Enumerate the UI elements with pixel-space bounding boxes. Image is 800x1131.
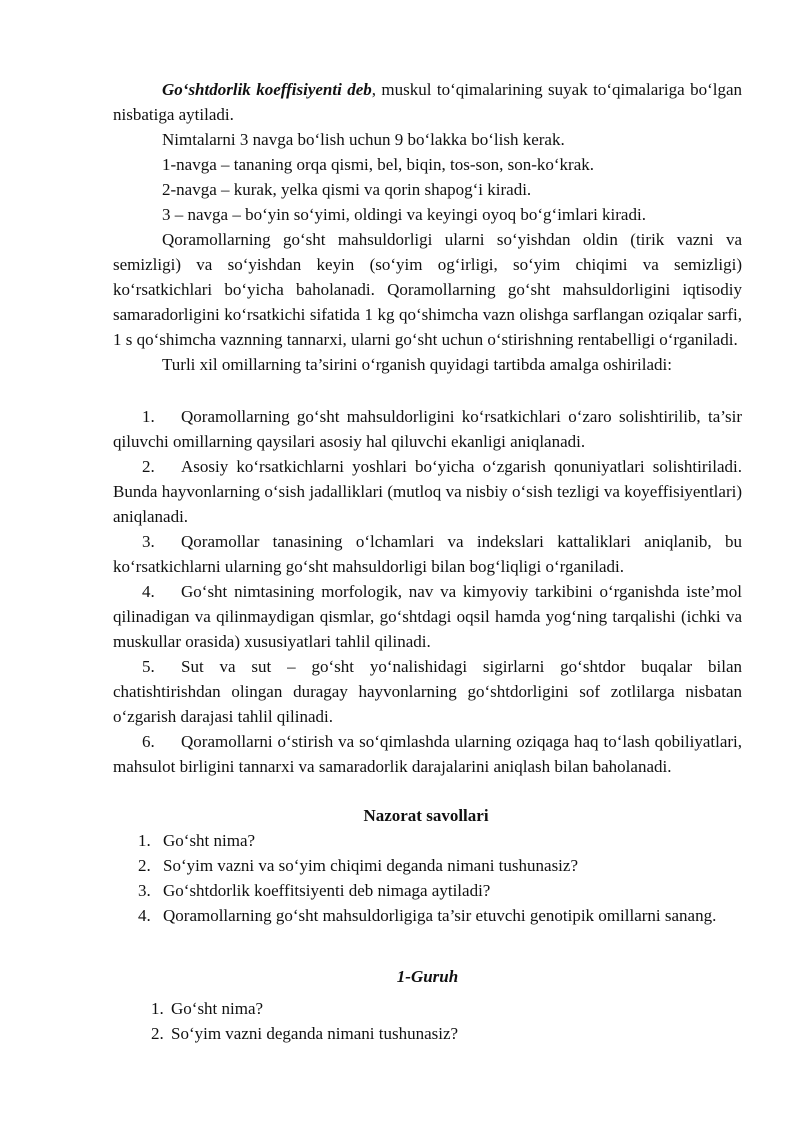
group-questions-list: [113, 996, 742, 1046]
intro-line: 2-navga – kurak, yelka qismi va qorin shapog‘i kiradi.: [162, 180, 532, 199]
numbered-item: [113, 729, 742, 779]
item-number: 4.: [142, 582, 155, 601]
intro-line: 1-navga – tananing orqa qismi, bel, biqin, tos-son, son-ko‘krak.: [162, 155, 595, 174]
group-question-item: [113, 1021, 742, 1046]
section-heading: Nazorat savollari: [363, 806, 489, 825]
item-text: Sut va sut – go‘sht yo‘nalishidagi sigirlarni go‘shtdor buqalar bilan chatishtirishdan olingan duragay hayvonlarning go‘shtdorligini sof zotlilarga nisbatan o‘zgarish darajasi tahlil qilinadi.: [113, 657, 742, 726]
intro-section: [113, 77, 742, 377]
question-number: 1.: [138, 831, 151, 850]
group-section: [113, 964, 742, 989]
question-number: 3.: [138, 881, 151, 900]
definition-text: , muskul to‘qimalarining suyak to‘qimalariga bo‘lgan nisbatiga aytiladi.: [113, 80, 743, 124]
question-item: [113, 853, 742, 878]
question-text: So‘yim vazni deganda nimani tushunasiz?: [171, 1024, 459, 1043]
question-text: Go‘sht nima?: [163, 831, 256, 850]
item-number: 6.: [142, 732, 155, 751]
numbered-item: [113, 529, 742, 579]
intro-line: Nimtalarni 3 navga bo‘lish uchun 9 bo‘lakka bo‘lish kerak.: [162, 130, 565, 149]
item-text: Asosiy ko‘rsatkichlarni yoshlari bo‘yicha o‘zgarish qonuniyatlari solishtiriladi. Bunda hayvonlarning o‘sish jadalliklari (mutloq va nisbiy o‘sish tezligi va koyeffisiyentlari) aniqlanadi.: [113, 457, 742, 526]
question-item: [113, 903, 742, 928]
item-number: 2.: [142, 457, 155, 476]
item-text: Qoramollar tanasining o‘lchamlari va indekslari kattaliklari aniqlanib, bu ko‘rsatkichlarni ularning go‘sht mahsuldorligi bilan bog‘liqligi o‘rganiladi.: [113, 532, 742, 576]
definition-term: Go‘shtdorlik koeffisiyenti deb: [162, 80, 372, 99]
item-text: Qoramollarni o‘stirish va so‘qimlashda ularning oziqaga haq to‘lash qobiliyatlari, mahsulot birligini tannarxi va samaradorlik darajalarini aniqlash bilan baholanadi.: [113, 732, 742, 776]
question-number: 2.: [138, 856, 151, 875]
group-question-item: [113, 996, 742, 1021]
numbered-item: [113, 654, 742, 729]
question-number: 1.: [151, 999, 164, 1018]
control-questions-section: [113, 803, 742, 828]
question-text: Go‘shtdorlik koeffitsiyenti deb nimaga aytiladi?: [163, 881, 491, 900]
question-text: Qoramollarning go‘sht mahsuldorligiga ta’sir etuvchi genotipik omillarni sanang.: [163, 906, 717, 925]
body-paragraph: Qoramollarning go‘sht mahsuldorligi ularni so‘yishdan oldin (tirik vazni va semizligi) va so‘yishdan keyin (so‘yim og‘irligi, so‘yim chiqimi va semizligi) ko‘rsatkichlari bo‘yicha baholanadi. Qoramollarning go‘sht mahsuldorligini iqtisodiy samaradorligini ko‘rsatkichi sifatida 1 kg qo‘shimcha vazn olishga sarflangan oziqalar sarfi, 1 s qo‘shimcha vaznning tannarxi, ularni go‘sht uchun o‘stirishning rentabelligi o‘rganiladi.: [113, 230, 742, 349]
item-number: 1.: [142, 407, 155, 426]
question-item: [113, 828, 742, 853]
question-text: So‘yim vazni va so‘yim chiqimi deganda nimani tushunasiz?: [163, 856, 578, 875]
question-number: 2.: [151, 1024, 164, 1043]
intro-line: 3 – navga – bo‘yin so‘yimi, oldingi va keyingi oyoq bo‘g‘imlari kiradi.: [162, 205, 646, 224]
definition-paragraph: [113, 77, 742, 127]
item-number: 3.: [142, 532, 155, 551]
item-text: Qoramollarning go‘sht mahsuldorligini ko‘rsatkichlari o‘zaro solishtirilib, ta’sir qiluvchi omillarning qaysilari asosiy hal qiluvchi ekanligi aniqlanadi.: [113, 407, 742, 451]
question-item: [113, 878, 742, 903]
control-questions-list: [113, 828, 742, 928]
group-heading: 1-Guruh: [396, 967, 459, 986]
item-number: 5.: [142, 657, 155, 676]
body-paragraph: Turli xil omillarning ta’sirini o‘rganish quyidagi tartibda amalga oshiriladi:: [162, 355, 672, 374]
item-text: Go‘sht nimtasining morfologik, nav va kimyoviy tarkibini o‘rganishda iste’mol qilinadigan va qilinmaydigan qismlar, go‘shtdagi oqsil hamda yog‘ning tarqalishi (ichki va muskullar orasida) xususiyatlari tahlil qilinadi.: [113, 582, 742, 651]
question-text: Go‘sht nima?: [171, 999, 264, 1018]
numbered-item: [113, 454, 742, 529]
numbered-list: [113, 404, 742, 779]
question-number: 4.: [138, 906, 151, 925]
numbered-item: [113, 579, 742, 654]
numbered-item: [113, 404, 742, 454]
